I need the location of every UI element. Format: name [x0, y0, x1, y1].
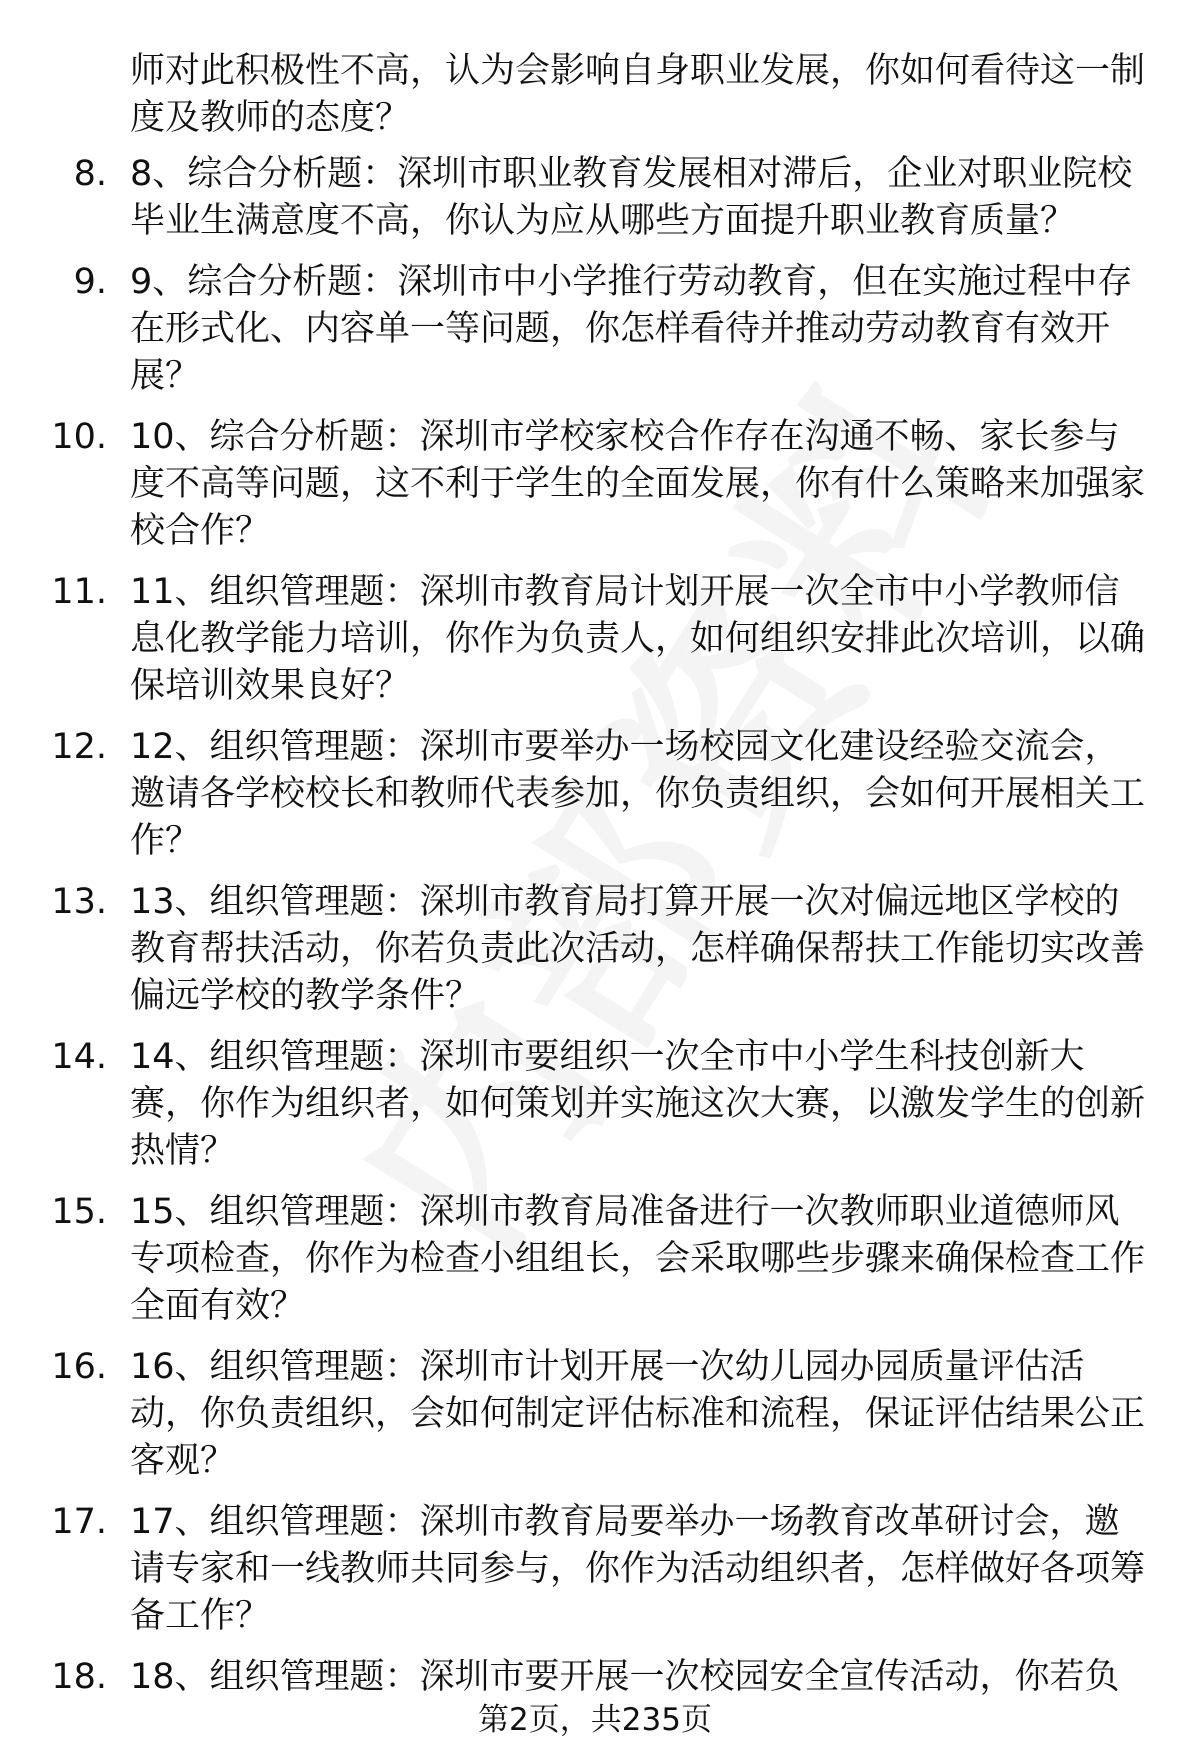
list-item: [0, 1344, 1150, 1485]
item-number: 15.: [51, 1192, 107, 1232]
continued-question-text: 师对此积极性不高，认为会影响自身职业发展，你如何看待这一制度及教师的态度？: [130, 51, 1146, 138]
item-text: 15、组织管理题：深圳市教育局准备进行一次教师职业道德师风专项检查，你作为检查小组组长，会采取哪些步骤来确保检查工作全面有效？: [130, 1192, 1146, 1326]
item-text: 18、组织管理题：深圳市要开展一次校园安全宣传活动，你若负: [130, 1657, 1120, 1697]
item-number: 10.: [51, 417, 107, 457]
question-list: [0, 151, 1190, 1715]
item-number: 8.: [73, 154, 107, 194]
item-number: 11.: [51, 572, 107, 612]
item-text: 17、组织管理题：深圳市教育局要举办一场教育改革研讨会，邀请专家和一线教师共同参与，你作为活动组织者，怎样做好各项筹备工作？: [130, 1502, 1146, 1636]
item-number: 16.: [51, 1347, 107, 1387]
list-item: [0, 1189, 1150, 1330]
item-number: 13.: [51, 882, 107, 922]
item-number: 9.: [73, 262, 107, 302]
list-item: [0, 1499, 1150, 1640]
item-text: 8、综合分析题：深圳市职业教育发展相对滞后，企业对职业院校毕业生满意度不高，你认为应从哪些方面提升职业教育质量？: [130, 154, 1133, 241]
item-text: 12、组织管理题：深圳市要举办一场校园文化建设经验交流会，邀请各学校校长和教师代表参加，你负责组织，会如何开展相关工作？: [130, 727, 1146, 861]
item-number: 14.: [51, 1037, 107, 1077]
item-number: 18.: [51, 1657, 107, 1697]
list-item: [0, 724, 1150, 865]
page-footer: 第2页，共235页: [478, 1702, 712, 1738]
item-text: 10、综合分析题：深圳市学校家校合作存在沟通不畅、家长参与度不高等问题，这不利于学生的全面发展，你有什么策略来加强家校合作？: [130, 417, 1146, 551]
list-item: [0, 151, 1150, 245]
list-item: [0, 879, 1150, 1020]
list-item: [0, 414, 1150, 555]
list-item: [0, 1654, 1150, 1701]
list-item: [0, 1034, 1150, 1175]
item-number: 17.: [51, 1502, 107, 1542]
item-text: 11、组织管理题：深圳市教育局计划开展一次全市中小学教师信息化教学能力培训，你作为负责人，如何组织安排此次培训，以确保培训效果良好？: [130, 572, 1146, 706]
item-text: 13、组织管理题：深圳市教育局打算开展一次对偏远地区学校的教育帮扶活动，你若负责此次活动，怎样确保帮扶工作能切实改善偏远学校的教学条件？: [130, 882, 1146, 1016]
list-item: [0, 569, 1150, 710]
item-text: 9、综合分析题：深圳市中小学推行劳动教育，但在实施过程中存在形式化、内容单一等问题，你怎样看待并推动劳动教育有效开展？: [130, 262, 1133, 396]
item-text: 16、组织管理题：深圳市计划开展一次幼儿园办园质量评估活动，你负责组织，会如何制定评估标准和流程，保证评估结果公正客观？: [130, 1347, 1146, 1481]
list-item: [0, 259, 1150, 400]
item-number: 12.: [51, 727, 107, 767]
item-text: 14、组织管理题：深圳市要组织一次全市中小学生科技创新大赛，你作为组织者，如何策划并实施这次大赛，以激发学生的创新热情？: [130, 1037, 1146, 1171]
